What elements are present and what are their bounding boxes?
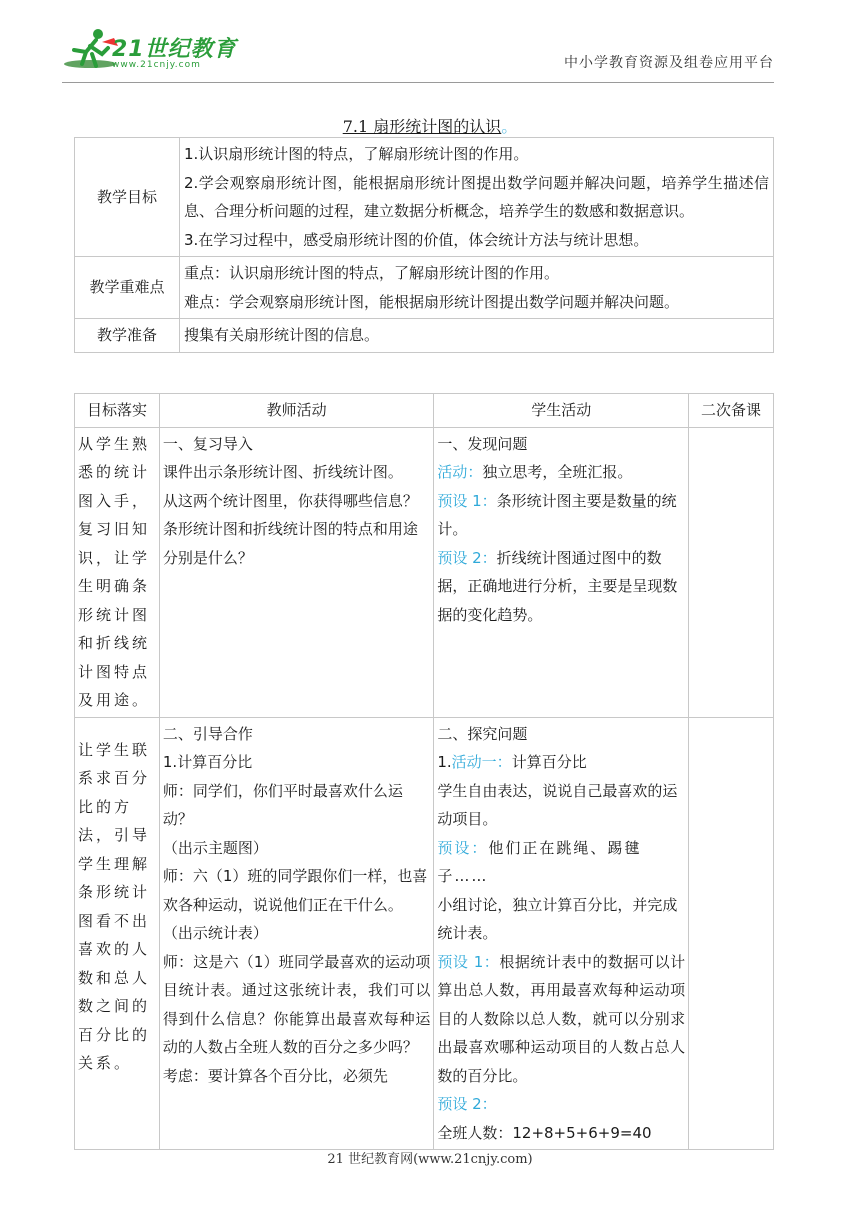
- goal-item: 2.学会观察扇形统计图，能根据扇形统计图提出数学问题并解决问题，培养学生描述信息、合理分析问题的过程，建立数据分析概念，培养学生的数感和数据意识。: [184, 173, 769, 220]
- student-cell: [434, 427, 689, 717]
- info-table: [74, 137, 774, 353]
- teacher-line: 从这两个统计图里，你获得哪些信息？: [162, 491, 418, 510]
- platform-name: 中小学教育资源及组卷应用平台: [564, 55, 774, 71]
- goal-cell: 从学生熟悉的统计图入手，复习旧知识，让学生明确条形统计图和折线统计图特点及用途。: [75, 427, 160, 717]
- prep-row: [75, 319, 774, 353]
- activity-text: 独立思考，全班汇报。: [482, 463, 633, 481]
- activity-text: 计算百分比: [511, 753, 587, 771]
- page-footer: 21 世纪教育网(www.21cnjy.com): [327, 1152, 533, 1167]
- teacher-line: 考虑：要计算各个百分比，必须先: [162, 1066, 388, 1085]
- activity-prefix: 1.: [437, 753, 452, 771]
- student-preset-2: [437, 1090, 685, 1119]
- goal-item: 1.认识扇形统计图的特点，了解扇形统计图的作用。: [184, 145, 529, 163]
- goals-label: 教学目标: [75, 138, 180, 257]
- student-activity: [437, 748, 685, 777]
- prep-label: 教学准备: [75, 319, 180, 353]
- activity-label: 活动一：: [451, 753, 512, 771]
- process-header-row: [75, 394, 774, 428]
- goals-cell: [180, 138, 774, 257]
- preset-label: 预设 1：: [437, 952, 500, 971]
- header-review: 二次备课: [689, 394, 774, 428]
- preset-text: 他们正在跳绳、踢毽子……: [437, 838, 642, 885]
- header-student: 学生活动: [434, 394, 689, 428]
- teacher-line: （出示统计表）: [162, 924, 268, 942]
- student-line: 学生自由表达，说说自己最喜欢的运动项目。: [437, 781, 678, 828]
- process-table: [74, 393, 774, 1150]
- student-activity: [437, 458, 685, 487]
- teacher-line: （出示主题图）: [162, 838, 268, 857]
- student-heading: 二、探究问题: [437, 724, 528, 743]
- preset-text: 折线统计图通过图中的数据，正确地进行分析，主要是呈现数据的变化趋势。: [437, 548, 678, 624]
- preset-text: 条形统计图主要是数量的统计。: [437, 491, 677, 538]
- review-cell: [689, 717, 774, 1150]
- teacher-line: 二、引导合作: [162, 724, 253, 743]
- student-cell: [434, 717, 689, 1150]
- process-row-review: [75, 427, 774, 717]
- student-preset-2: [437, 544, 685, 630]
- goal-cell: 让学生联系求百分比的方法，引导学生理解条形统计图看不出喜欢的人数和总人数之间的百分比的关系。: [75, 717, 160, 1150]
- header-goal: 目标落实: [75, 394, 160, 428]
- keypoints-row: [75, 257, 774, 319]
- title-dot: 。: [501, 117, 518, 136]
- teacher-line: 师：六（1）班的同学跟你们一样，也喜欢各种运动，说说他们正在干什么。: [162, 867, 428, 914]
- header-divider: [62, 82, 774, 83]
- page-title: [0, 114, 860, 137]
- prep-cell: 搜集有关扇形统计图的信息。: [180, 319, 774, 353]
- teacher-line: 课件出示条形统计图、折线统计图。: [162, 463, 403, 481]
- keypoint-item: 重点：认识扇形统计图的特点，了解扇形统计图的作用。: [184, 264, 560, 282]
- process-row-explore: [75, 717, 774, 1150]
- header-teacher: 教师活动: [159, 394, 433, 428]
- preset-label: 预设 1：: [437, 491, 497, 510]
- preset-text: 根据统计表中的数据可以计算出总人数，再用最喜欢每种运动项目的人数除以总人数，就可以分别求出最喜欢哪种运动项目的人数占总人数的百分比。: [437, 952, 686, 1085]
- teacher-line: 一、复习导入: [162, 434, 253, 453]
- student-heading: 一、发现问题: [437, 434, 528, 453]
- teacher-line: 条形统计图和折线统计图的特点和用途分别是什么？: [162, 520, 418, 567]
- title-text: 7.1 扇形统计图的认识: [342, 117, 502, 136]
- student-preset-1: [437, 487, 685, 544]
- teacher-cell: [159, 717, 433, 1150]
- student-total: 全班人数：12+8+5+6+9=40: [437, 1123, 652, 1142]
- preset-label: 预设 2：: [437, 548, 497, 567]
- teacher-line: 师：同学们，你们平时最喜欢什么运动？: [162, 781, 403, 828]
- keypoints-label: 教学重难点: [75, 257, 180, 319]
- logo-text: 21世纪教育: [112, 37, 237, 62]
- goal-item: 3.在学习过程中，感受扇形统计图的价值，体会统计方法与统计思想。: [184, 230, 649, 249]
- activity-label: 活动：: [437, 463, 483, 481]
- teacher-line: 师：这是六（1）班同学最喜欢的运动项目统计表。通过这张统计表，我们可以得到什么信息？你能算出最喜欢每种运动的人数占全班人数的百分之多少吗？: [162, 952, 431, 1056]
- preset-label: 预设 2：: [437, 1095, 497, 1113]
- preset-label: 预设：: [437, 838, 489, 857]
- teacher-line: 1.计算百分比: [162, 753, 253, 771]
- student-preset: [437, 834, 685, 891]
- student-preset-1: [437, 948, 685, 1091]
- keypoints-cell: [180, 257, 774, 319]
- student-line: 小组讨论，独立计算百分比，并完成统计表。: [437, 895, 678, 942]
- logo-url: www.21cnjy.com: [112, 60, 201, 70]
- goals-row: [75, 138, 774, 257]
- teacher-cell: [159, 427, 433, 717]
- review-cell: [689, 427, 774, 717]
- keypoint-item: 难点：学会观察扇形统计图，能根据扇形统计图提出数学问题并解决问题。: [184, 292, 680, 311]
